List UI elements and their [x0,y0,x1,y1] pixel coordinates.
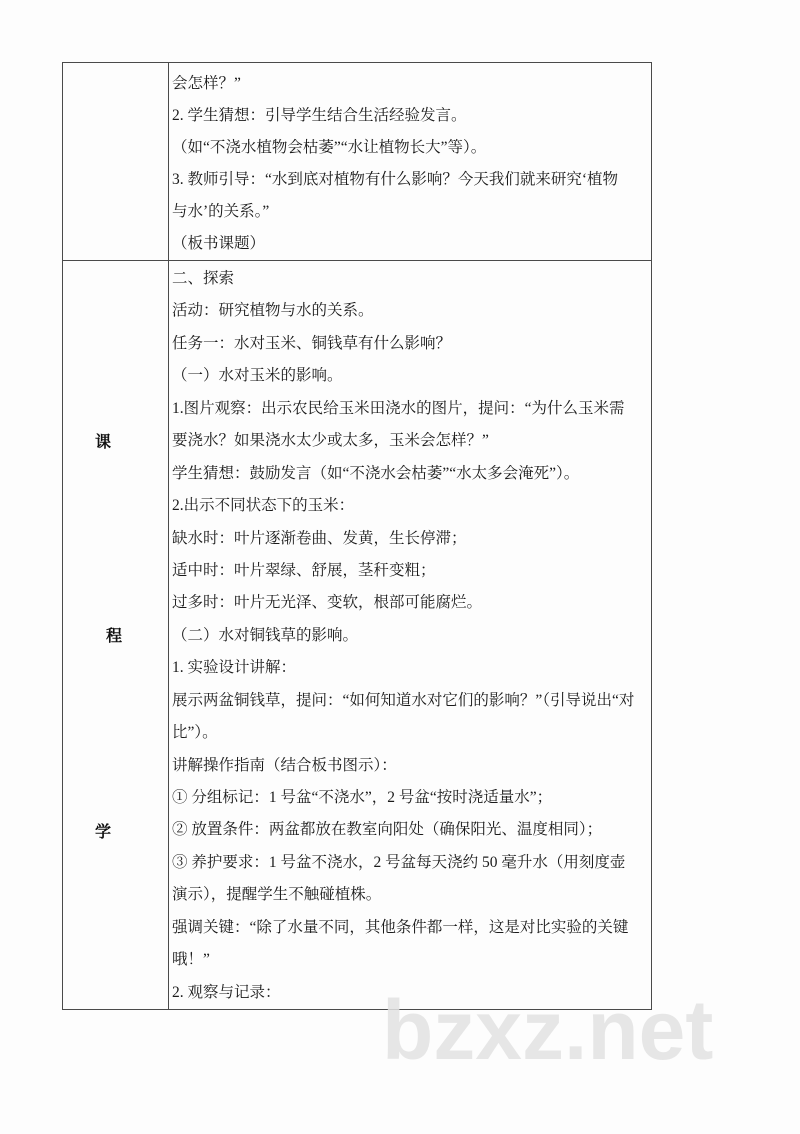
text-line: ② 放置条件：两盆都放在教室向阳处（确保阳光、温度相同）； [172,821,603,839]
text-line: 活动：研究植物与水的关系。 [172,302,374,320]
text-line: 2.出示不同状态下的玉米： [172,497,355,515]
text-line: 与水’的关系。” [172,203,270,220]
text-line: 强调关键：“除了水量不同，其他条件都一样，这是对比实验的关键 [172,918,629,936]
text-line: 2. 观察与记录： [172,983,281,1001]
text-line: ③ 养护要求：1 号盆不浇水，2 号盆每天浇约 50 毫升水（用刻度壶 [172,853,626,871]
table-cell-row1-content [172,68,648,260]
text-line: 适中时：叶片翠绿、舒展，茎秆变粗； [172,561,436,579]
table-cell-row2-content [172,263,648,1009]
text-line: 过多时：叶片无光泽、变软，根部可能腐烂。 [172,594,483,612]
text-line: （二）水对铜钱草的影响。 [172,626,359,644]
text-line: （如“不浇水植物会枯萎”“水让植物长大”等）。 [172,139,487,156]
text-line: 演示），提醒学生不触碰植株。 [172,886,382,904]
text-line: 1.图片观察：出示农民给玉米田浇水的图片，提问：“为什么玉米需 [172,399,625,417]
text-line: （一）水对玉米的影响。 [172,367,343,385]
section-label-char: 课 [95,434,112,451]
text-line: 学生猜想：鼓励发言（如“不浇水会枯萎”“水太多会淹死”）。 [172,464,580,482]
text-line: 2. 学生猜想：引导学生结合生活经验发言。 [172,107,467,124]
text-line: 缺水时：叶片逐渐卷曲、发黄，生长停滞； [172,529,467,547]
text-line: 讲解操作指南（结合板书图示）： [172,756,397,774]
text-line: 要浇水？如果浇水太少或太多，玉米会怎样？” [172,432,489,450]
text-line: 会怎样？” [172,75,241,92]
column-divider [168,62,169,1010]
text-line: ① 分组标记：1 号盆“不浇水”，2 号盆“按时浇适量水”； [172,789,553,806]
text-line: 1. 实验设计讲解： [172,659,297,677]
text-line: 哦！” [172,951,210,969]
text-line: 比”）。 [172,724,218,742]
text-line: 任务一：水对玉米、铜钱草有什么影响？ [172,334,452,352]
text-line: 二、探索 [172,270,235,287]
section-label-char: 程 [106,628,123,645]
text-line: （板书课题） [172,235,266,252]
row-divider [62,260,652,261]
section-label-char: 学 [95,824,112,841]
text-line: 展示两盆铜钱草，提问：“如何知道水对它们的影响？”（引导说出“对 [172,691,635,709]
watermark: bzxz.net [382,983,714,1077]
text-line: 3. 教师引导：“水到底对植物有什么影响？今天我们就来研究‘植物 [172,171,619,188]
